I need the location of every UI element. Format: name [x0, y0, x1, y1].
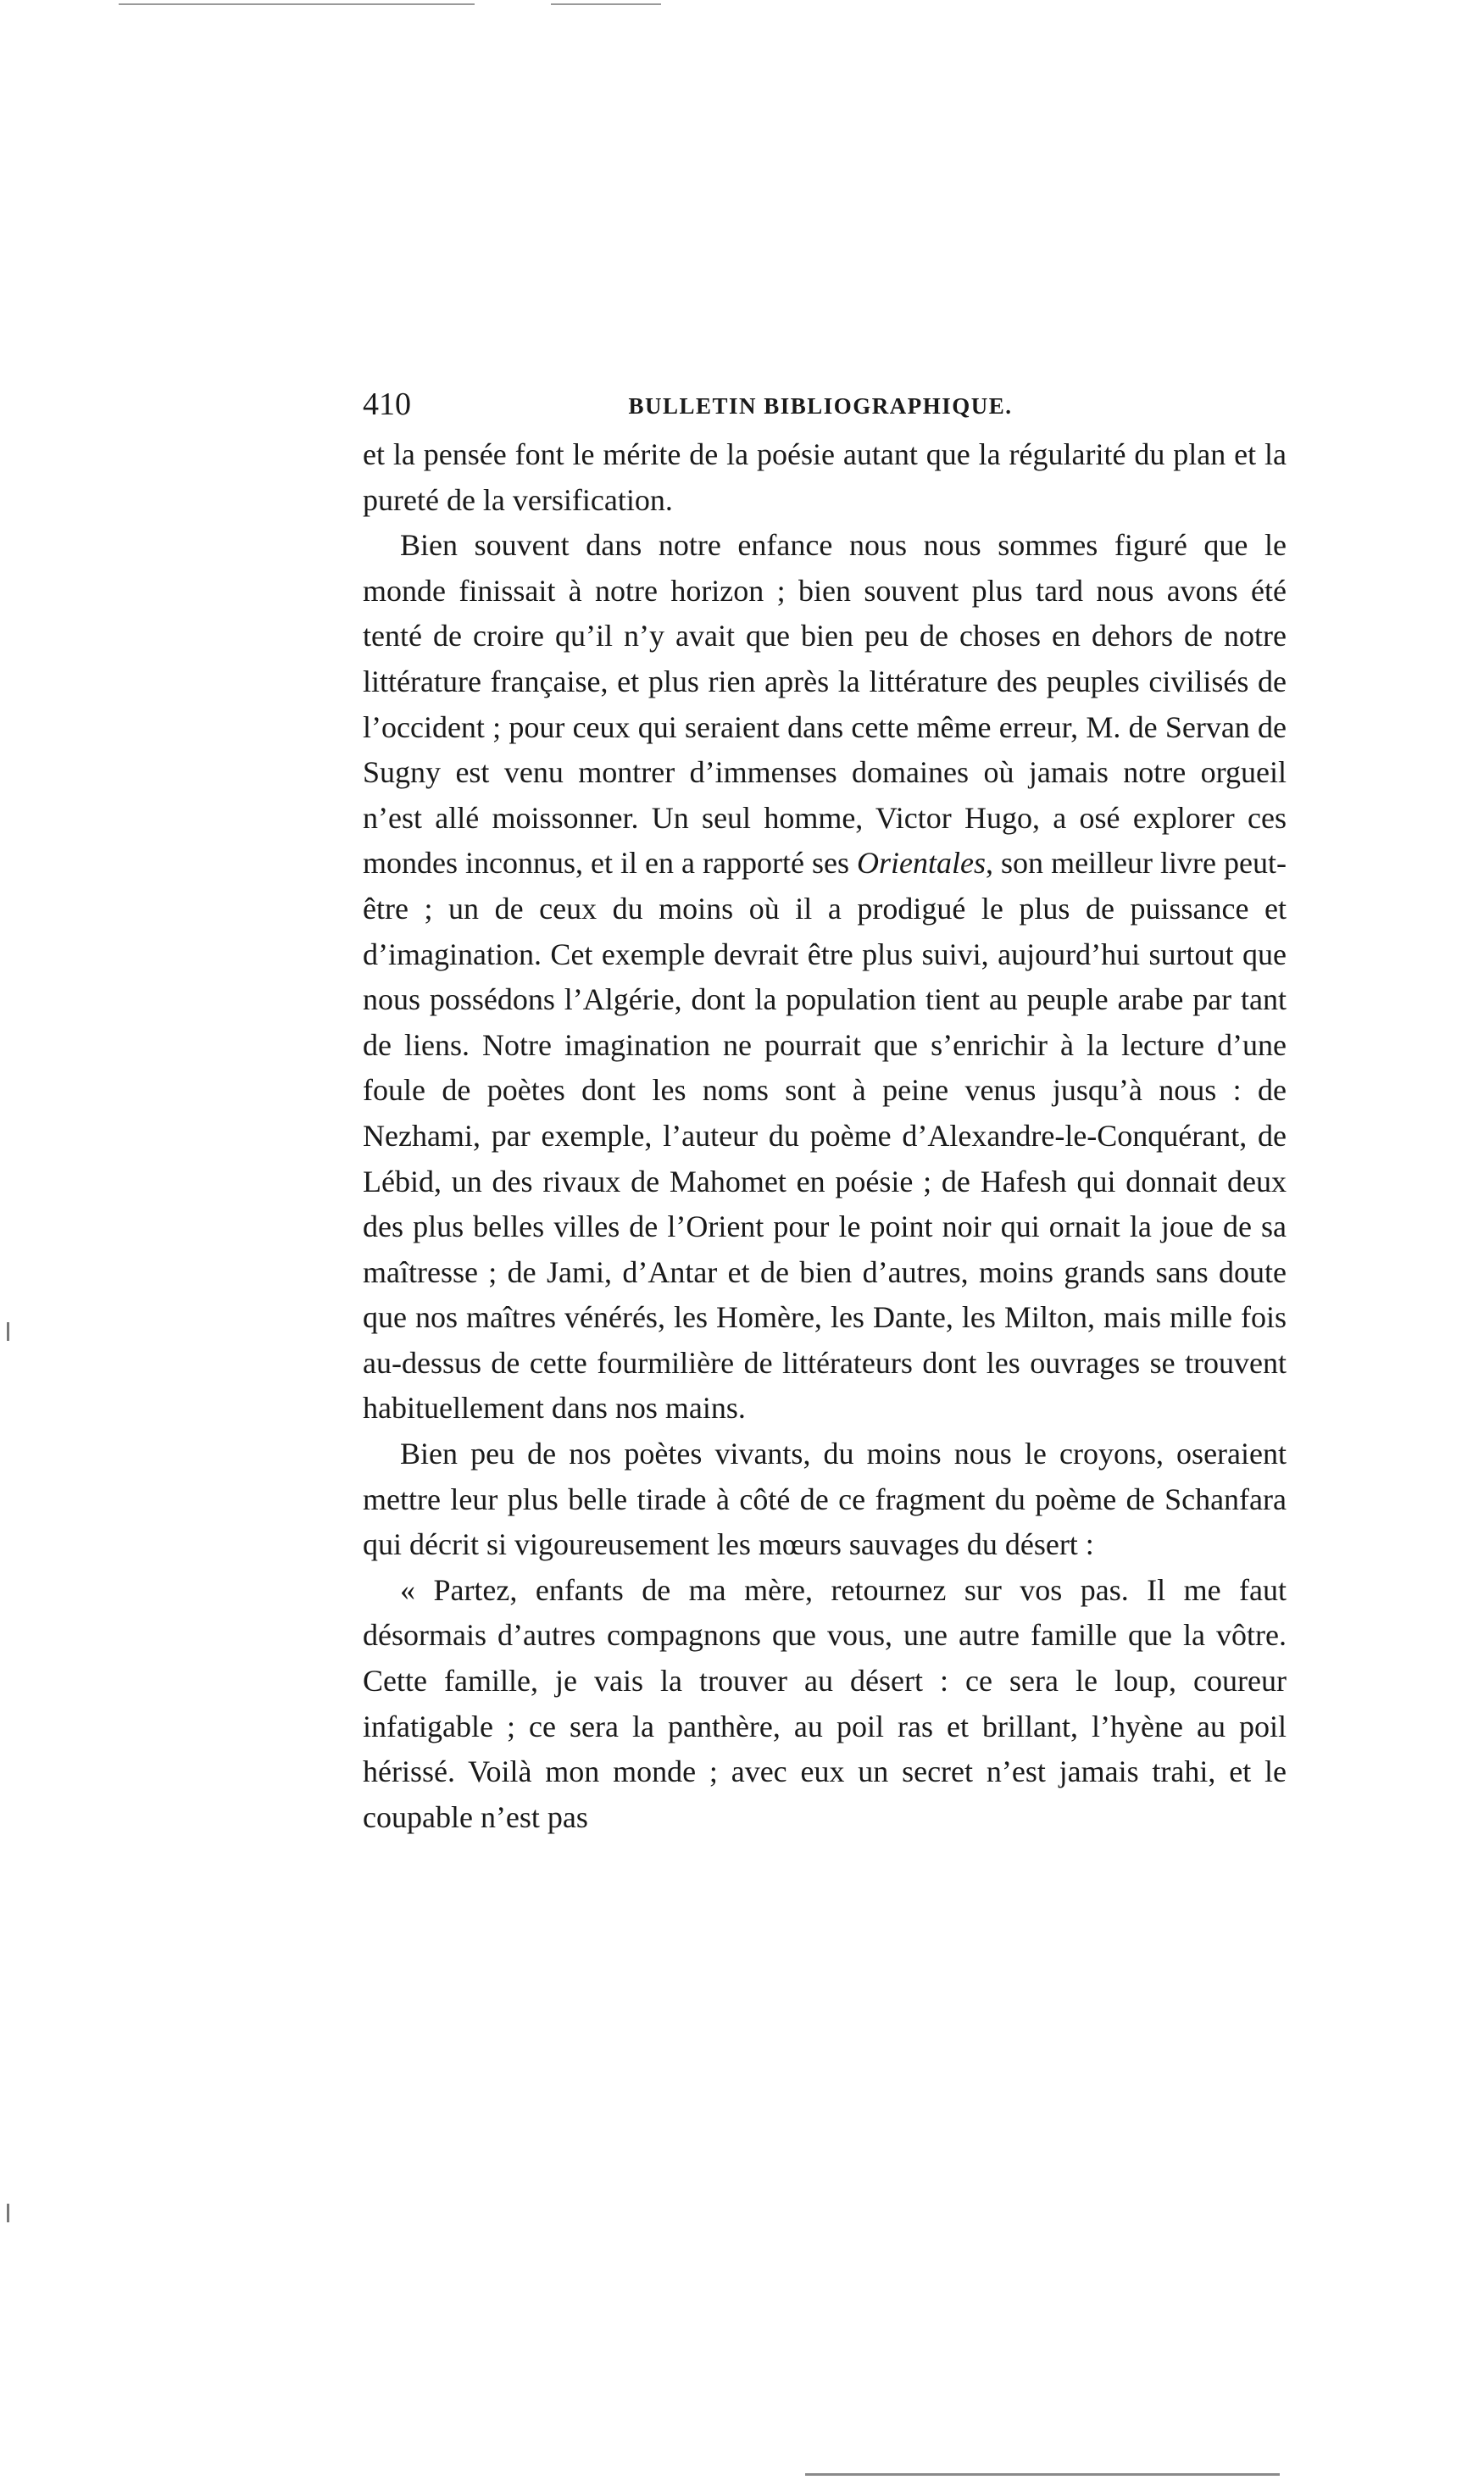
paragraph-text: Bien souvent dans notre enfance nous nous sommes figuré que le monde finissait à notre horizon ; bien souvent plus tard nous avons été tenté de croire qu’il n’y avait que bien peu de choses en dehors de notre littérature française, et plus rien après la littérature des peuples civilisés de l’occident ; pour ceux qui seraient dans cette même erreur, M. de Servan de Sugny est venu montrer d’immenses domaines où jamais notre orgueil n’est allé moissonner. Un seul homme, Victor Hugo, a osé explorer ces mondes inconnus, et il en a rapporté ses Orientales, son meilleur livre peut-être ; un de ceux du moins où il a prodigué le plus de puissance et d’imagination. Cet exemple devrait être plus suivi, aujourd’hui surtout que nous possédons l’Algérie, dont la population tient au peuple arabe par tant de liens. Notre imagination ne pourrait que s’enrichir à la lecture d’une foule de poètes dont les noms sont à peine venus jusqu’à nous : de Nezhami, par exemple, l’auteur du poème d’Alexandre-le-Conquérant, de Lébid, un des rivaux de Mahomet en poésie ; de Hafesh qui donnait deux des plus belles villes de l’Orient pour le point noir qui ornait la joue de sa maîtresse ; de Jami, d’Antar et de bien d’autres, moins grands sans doute que nos maîtres vénérés, les Homère, les Dante, les Milton, mais mille fois au-dessus de cette fourmilière de littérateurs dont les ouvrages se trouvent habituellement dans nos mains. — [363, 528, 1287, 1426]
left-margin-mark — [7, 1322, 9, 1341]
page-header — [363, 386, 1278, 423]
top-edge-rule — [119, 3, 475, 5]
paragraph-orient-literature — [363, 523, 1287, 1432]
paragraph-continuation: et la pensée font le mérite de la poésie autant que la régularité du plan et la pureté de la versification. — [363, 437, 1287, 517]
body-text — [363, 432, 1287, 1840]
work-title-orientales: Orientales — [857, 846, 987, 881]
paragraph-living-poets: Bien peu de nos poètes vivants, du moins nous le croyons, oseraient mettre leur plus belle tirade à côté de ce fragment du poème de Schanfara qui décrit si vigoureusement les mœurs sauvages du désert : — [363, 1437, 1287, 1562]
paragraph-schanfara-quote: « Partez, enfants de ma mère, retournez sur vos pas. Il me faut désormais d’autres compagnons que vous, une autre famille que la vôtre. Cette famille, je vais la trouver au désert : ce sera le loup, coureur infatigable ; ce sera la panthère, au poil ras et brillant, l’hyène au poil hérissé. Voilà mon monde ; avec eux un secret n’est jamais trahi, et le coupable n’est pas — [363, 1572, 1287, 1834]
running-title: BULLETIN BIBLIOGRAPHIQUE. — [628, 393, 1013, 419]
left-margin-mark — [7, 2204, 9, 2222]
top-edge-rule-right — [551, 3, 661, 5]
page-number: 410 — [363, 386, 411, 422]
bottom-edge-rule — [805, 2473, 1280, 2476]
